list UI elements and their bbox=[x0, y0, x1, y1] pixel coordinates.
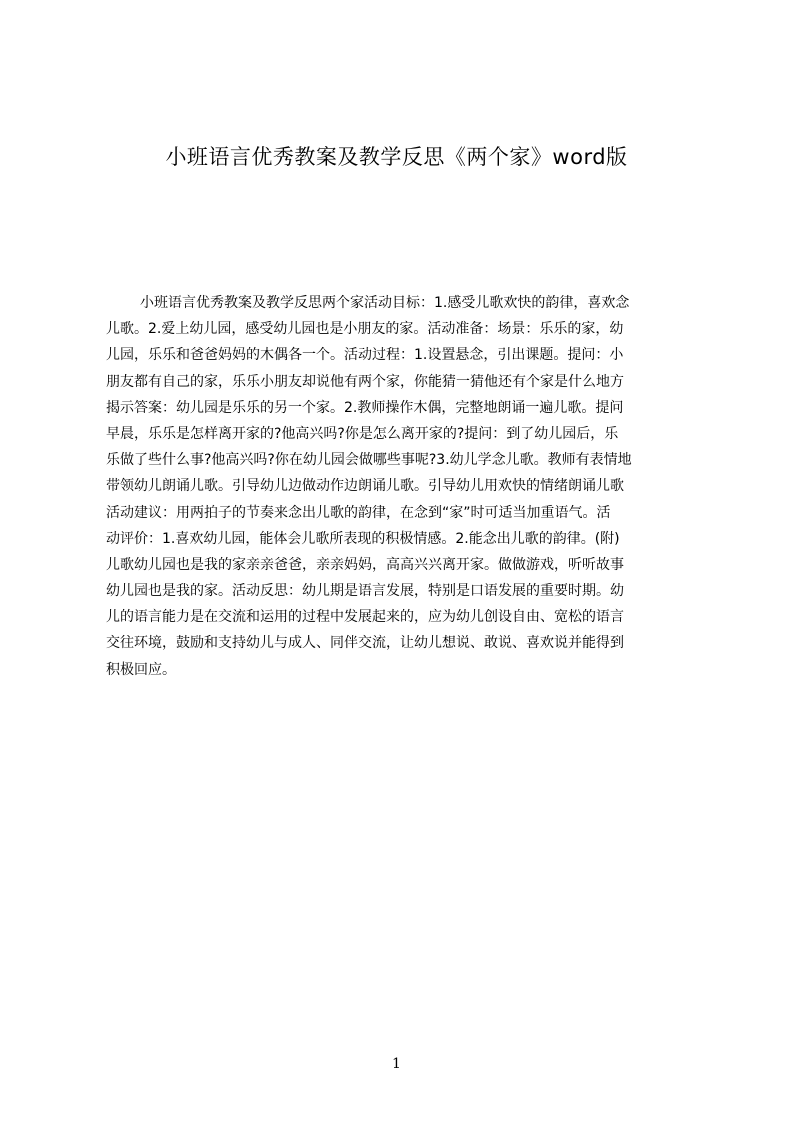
body-line: 早晨，乐乐是怎样离开家的?他高兴吗?你是怎么离开家的?提问：到了幼儿园后，乐 bbox=[106, 425, 619, 442]
page-number: 1 bbox=[392, 1056, 401, 1072]
body-line: 乐做了些什么事?他高兴吗?你在幼儿园会做哪些事呢?3.幼儿学念儿歌。教师有表情地 bbox=[106, 452, 632, 469]
body-line: 儿歌。2.爱上幼儿园，感受幼儿园也是小朋友的家。活动准备：场景：乐乐的家，幼 bbox=[106, 321, 624, 338]
body-line: 儿歌幼儿园也是我的家亲亲爸爸，亲亲妈妈，高高兴兴离开家。做做游戏，听听故事 bbox=[106, 556, 624, 573]
document-title: 小班语言优秀教案及教学反思《两个家》word版 bbox=[165, 145, 628, 169]
body-line: 儿园，乐乐和爸爸妈妈的木偶各一个。活动过程：1.设置悬念，引出课题。提问：小 bbox=[106, 347, 624, 364]
body-line: 积极回应。 bbox=[106, 661, 176, 678]
body-line: 交往环境，鼓励和支持幼儿与成人、同伴交流，让幼儿想说、敢说、喜欢说并能得到 bbox=[106, 635, 624, 652]
body-line: 儿的语言能力是在交流和运用的过程中发展起来的，应为幼儿创设自由、宽松的语言 bbox=[106, 609, 624, 626]
body-line: 小班语言优秀教案及教学反思两个家活动目标：1.感受儿歌欢快的韵律，喜欢念 bbox=[140, 295, 630, 311]
body-line: 揭示答案：幼儿园是乐乐的另一个家。2.教师操作木偶，完整地朗诵一遍儿歌。提问 bbox=[106, 399, 624, 416]
document-body bbox=[106, 290, 698, 690]
body-line: 带领幼儿朗诵儿歌。引导幼儿边做动作边朗诵儿歌。引导幼儿用欢快的情绪朗诵儿歌 bbox=[106, 478, 624, 495]
body-line: 活动建议：用两拍子的节奏来念出儿歌的韵律，在念到“家”时可适当加重语气。活 bbox=[106, 504, 611, 521]
body-line: 朋友都有自己的家，乐乐小朋友却说他有两个家，你能猜一猜他还有个家是什么地方 bbox=[106, 373, 624, 390]
body-line: 幼儿园也是我的家。活动反思：幼儿期是语言发展，特别是口语发展的重要时期。幼 bbox=[106, 583, 624, 600]
body-line: 动评价：1.喜欢幼儿园，能体会儿歌所表现的积极情感。2.能念出儿歌的韵律。(附) bbox=[106, 530, 620, 547]
